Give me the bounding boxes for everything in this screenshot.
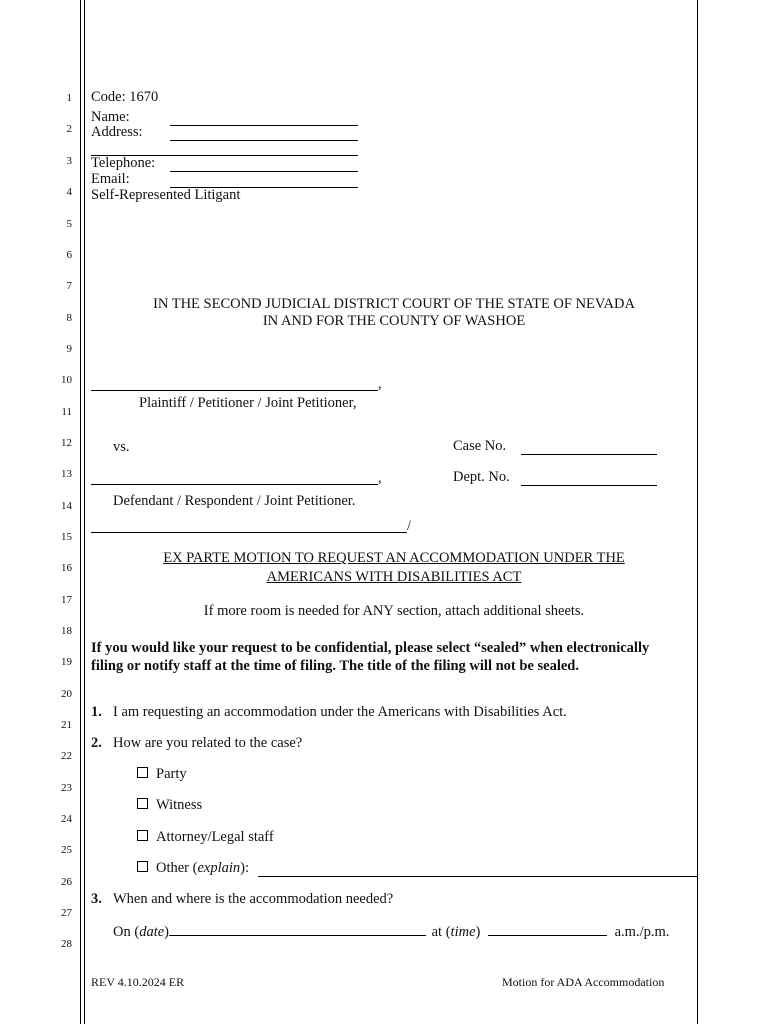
- line-number: 7: [66, 280, 72, 292]
- line-number: 2: [66, 123, 72, 135]
- option-other[interactable]: [137, 860, 249, 877]
- email-label: Email:: [91, 171, 130, 187]
- line-number: 22: [61, 750, 72, 762]
- line-number: 8: [66, 312, 72, 324]
- case-number-field[interactable]: [521, 454, 657, 455]
- line-number: 1: [66, 92, 72, 104]
- other-explain-field[interactable]: [258, 876, 697, 877]
- court-name-line-2: IN AND FOR THE COUNTY OF WASHOE: [262, 313, 526, 329]
- party-checkbox[interactable]: [137, 767, 148, 778]
- line-number: 24: [61, 813, 72, 825]
- line-number: 28: [61, 938, 72, 950]
- address-label: Address:: [91, 124, 143, 140]
- name-field[interactable]: [170, 125, 358, 126]
- line-number: 10: [61, 374, 72, 386]
- other-label-italic: explain: [197, 860, 241, 876]
- line-number: 23: [61, 782, 72, 794]
- motion-title-line-1: EX PARTE MOTION TO REQUEST AN ACCOMMODATION UNDER THE: [163, 550, 625, 566]
- time-italic: time: [450, 924, 476, 940]
- plaintiff-name-field[interactable]: [91, 390, 378, 391]
- date-field[interactable]: [169, 924, 426, 936]
- line-number: 5: [66, 218, 72, 230]
- item-3-text: When and where is the accommodation needed?: [113, 891, 394, 907]
- option-witness[interactable]: [137, 797, 202, 814]
- line-number: 17: [61, 594, 72, 606]
- line-number: 18: [61, 625, 72, 637]
- defendant-name-field[interactable]: [91, 484, 378, 485]
- time-field[interactable]: [488, 924, 607, 936]
- caption-slash: /: [407, 518, 412, 534]
- caption-closing-line: [91, 532, 407, 533]
- line-number: 19: [61, 656, 72, 668]
- left-margin-rule-inner: [84, 0, 85, 1024]
- right-margin-rule: [697, 0, 698, 1024]
- line-number: 21: [61, 719, 72, 731]
- other-label-prefix: Other (: [156, 860, 198, 876]
- defendant-comma: ,: [378, 470, 382, 486]
- party-label: Party: [156, 766, 187, 782]
- on-prefix: On (: [113, 924, 140, 940]
- option-party[interactable]: [137, 766, 187, 783]
- line-number: 3: [66, 155, 72, 167]
- defendant-label: Defendant / Respondent / Joint Petitioner.: [113, 493, 356, 509]
- form-name-footer: Motion for ADA Accommodation: [502, 975, 665, 989]
- other-label-suffix: ):: [240, 860, 250, 876]
- confidential-note-line-2: filing or notify staff at the time of filing. The title of the filing will not be sealed.: [91, 658, 579, 674]
- confidential-note-line-1: If you would like your request to be confidential, please select “sealed” when electronically: [91, 640, 650, 656]
- self-represented-label: Self-Represented Litigant: [91, 187, 241, 203]
- item-1-number: 1.: [91, 704, 102, 720]
- telephone-field[interactable]: [170, 171, 358, 172]
- when-row: [113, 924, 669, 941]
- line-number: 26: [61, 876, 72, 888]
- court-name-line-1: IN THE SECOND JUDICIAL DISTRICT COURT OF THE STATE OF NEVADA: [153, 296, 635, 312]
- line-number: 4: [66, 186, 72, 198]
- item-1-text: I am requesting an accommodation under the Americans with Disabilities Act.: [113, 704, 567, 720]
- date-italic: date: [139, 924, 165, 940]
- room-note: If more room is needed for ANY section, attach additional sheets.: [203, 603, 585, 619]
- line-number: 9: [66, 343, 72, 355]
- item-3-number: 3.: [91, 891, 102, 907]
- address-field-line-1[interactable]: [170, 140, 358, 141]
- witness-label: Witness: [156, 797, 203, 813]
- witness-checkbox[interactable]: [137, 798, 148, 809]
- item-2-text: How are you related to the case?: [113, 735, 303, 751]
- line-number: 11: [61, 406, 72, 418]
- line-number: 16: [61, 562, 72, 574]
- item-2-number: 2.: [91, 735, 102, 751]
- line-number: 15: [61, 531, 72, 543]
- line-number: 14: [61, 500, 72, 512]
- motion-title-line-2: AMERICANS WITH DISABILITIES ACT: [266, 569, 522, 585]
- line-number: 12: [61, 437, 72, 449]
- case-number-label: Case No.: [453, 438, 507, 454]
- plaintiff-label: Plaintiff / Petitioner / Joint Petitioner,: [139, 395, 357, 411]
- revision-label: REV 4.10.2024 ER: [91, 975, 185, 989]
- dept-number-field[interactable]: [521, 485, 657, 486]
- telephone-label: Telephone:: [91, 155, 156, 171]
- line-number: 27: [61, 907, 72, 919]
- dept-number-label: Dept. No.: [453, 469, 510, 485]
- line-number: 6: [66, 249, 72, 261]
- other-checkbox[interactable]: [137, 861, 148, 872]
- option-attorney[interactable]: [137, 829, 274, 846]
- line-number: 20: [61, 688, 72, 700]
- form-code: Code: 1670: [91, 89, 159, 105]
- line-number: 25: [61, 844, 72, 856]
- time-paren: ): [475, 924, 481, 940]
- versus-label: vs.: [113, 439, 130, 455]
- left-margin-rule-outer: [80, 0, 81, 1024]
- am-pm-label: a.m./p.m.: [614, 924, 670, 940]
- name-label: Name:: [91, 109, 130, 125]
- date-paren: ): [164, 924, 169, 940]
- plaintiff-comma: ,: [378, 376, 382, 392]
- attorney-label: Attorney/Legal staff: [156, 829, 274, 845]
- line-number: 13: [61, 468, 72, 480]
- at-prefix: at (: [431, 924, 451, 940]
- attorney-checkbox[interactable]: [137, 830, 148, 841]
